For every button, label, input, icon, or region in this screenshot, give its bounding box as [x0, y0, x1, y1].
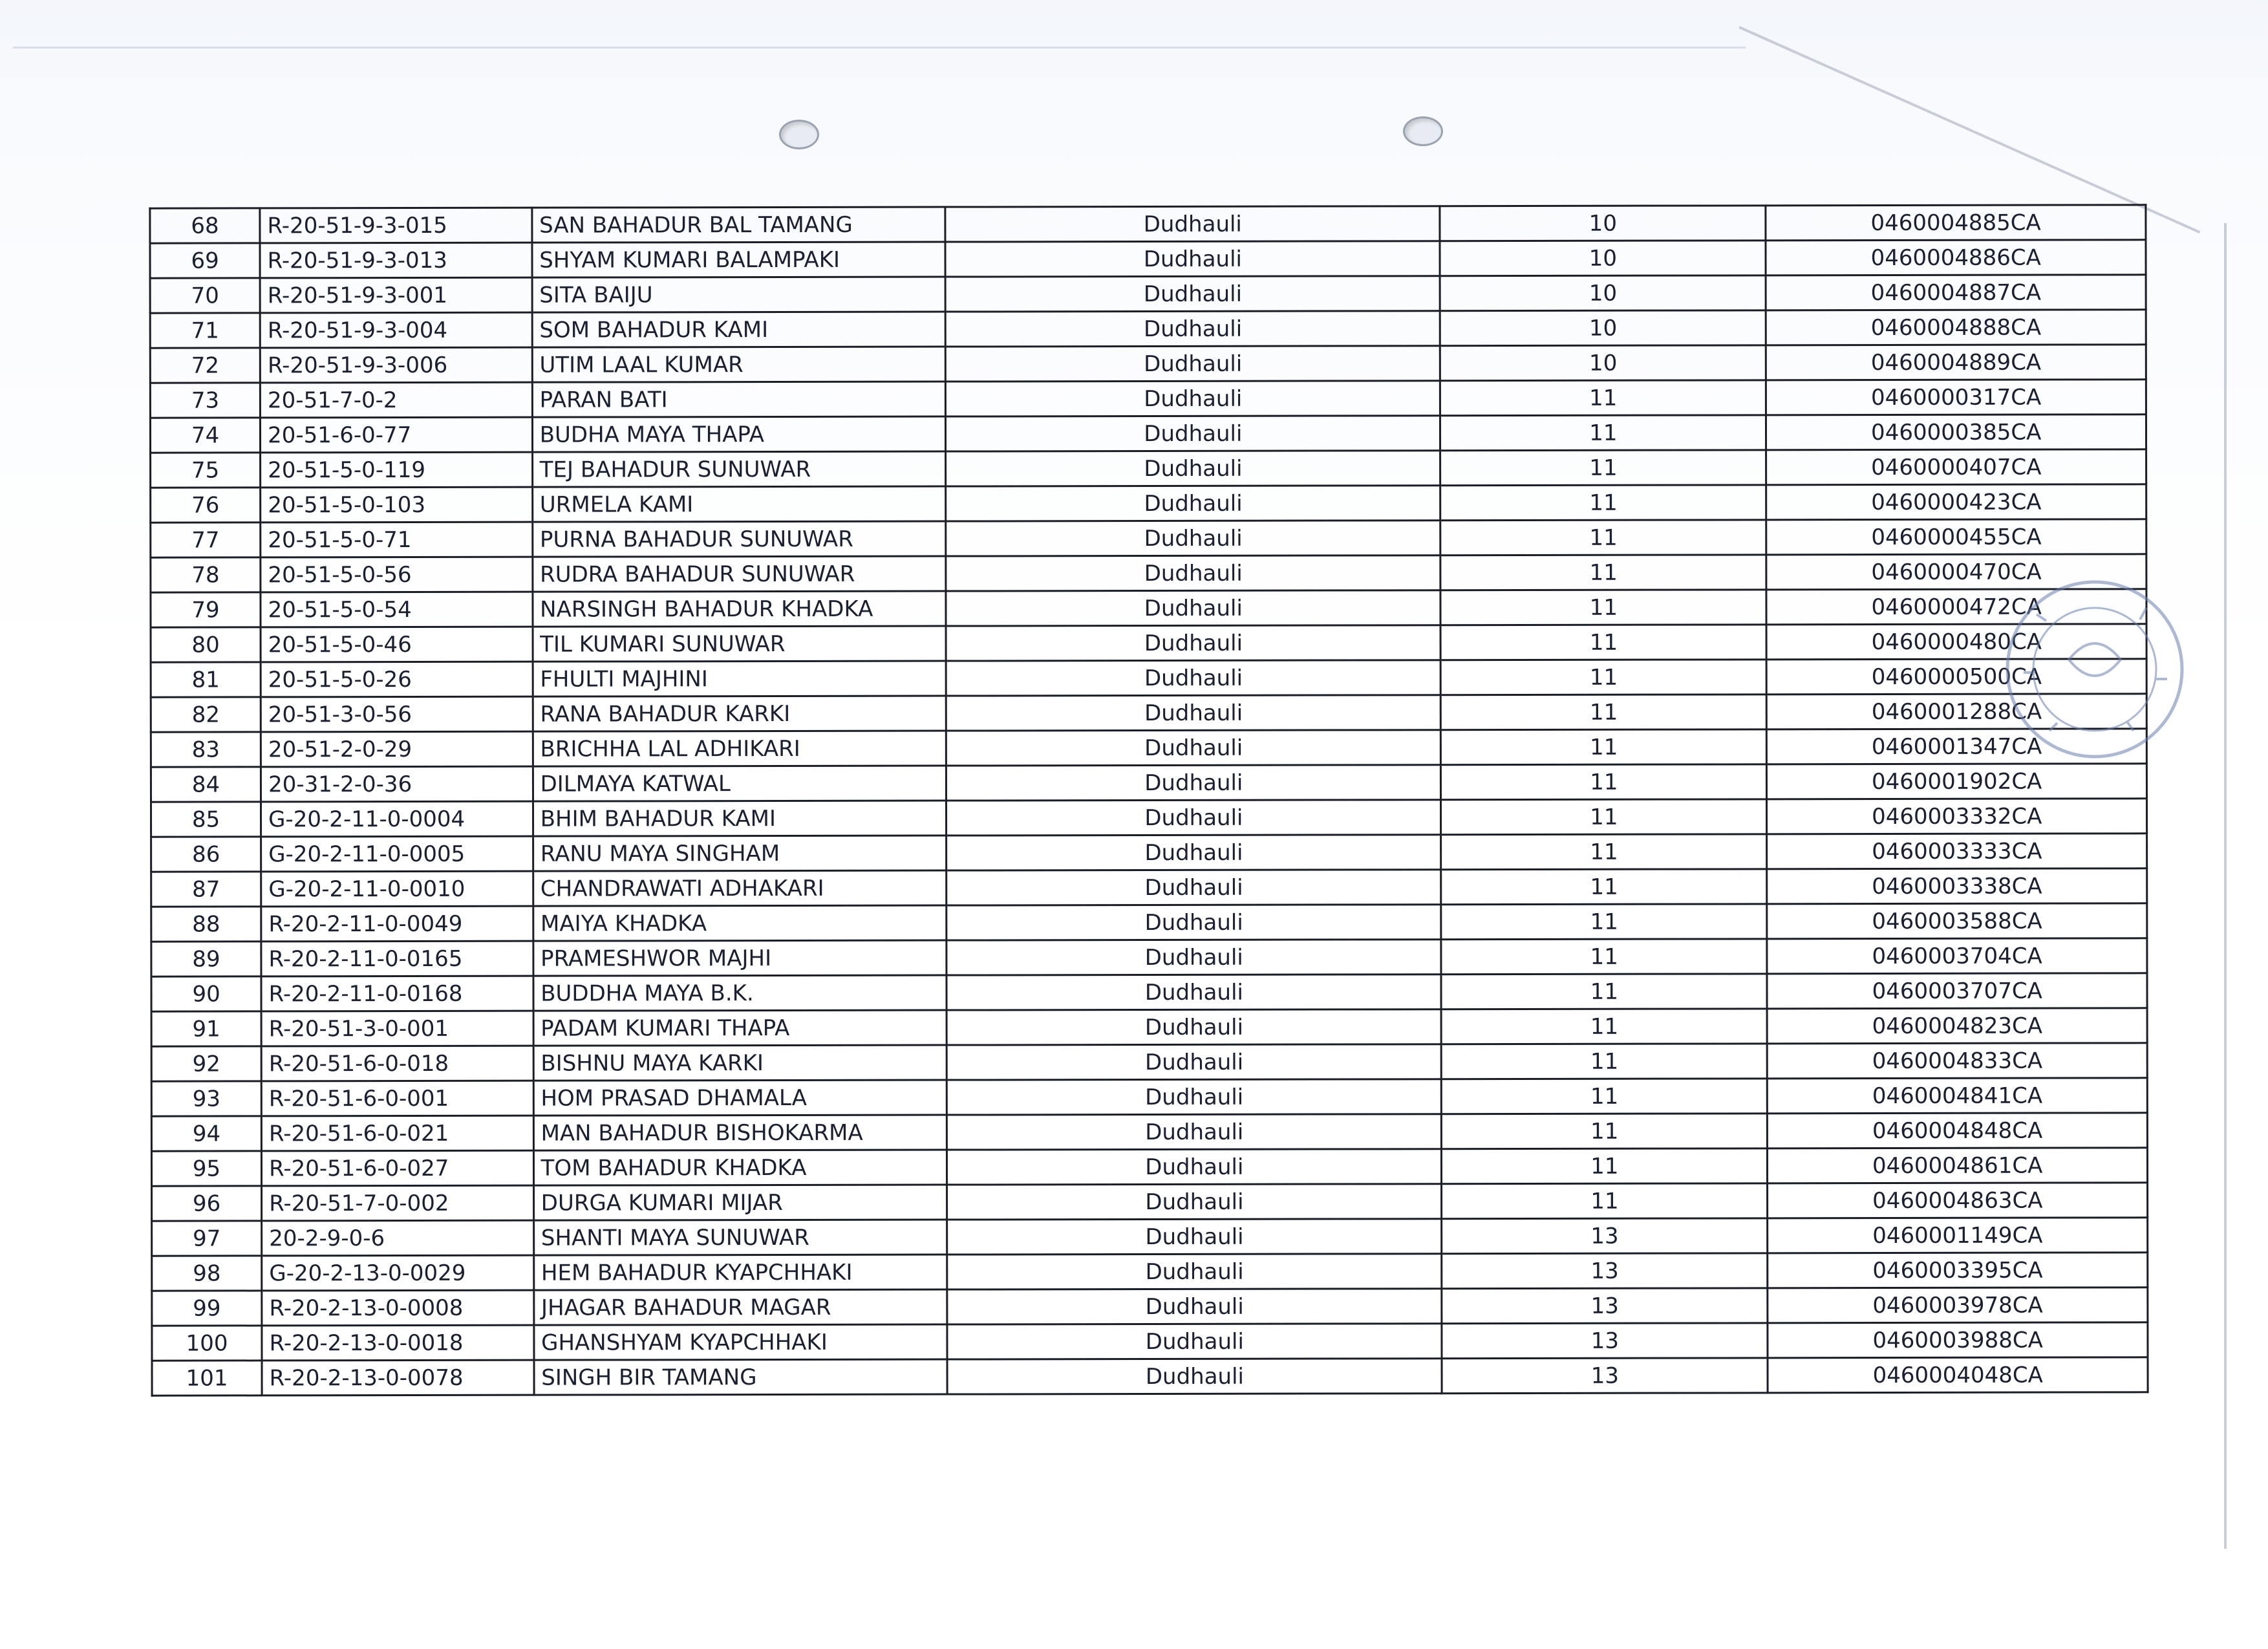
table-row: [151, 1113, 2147, 1151]
account-number-cell: 0460003707CA: [1767, 973, 2147, 1009]
municipality-cell: Dudhauli: [946, 311, 1440, 347]
municipality-cell: Dudhauli: [947, 940, 1441, 975]
table-row: [152, 1322, 2148, 1361]
account-number-cell: 0460004848CA: [1768, 1113, 2148, 1148]
registration-id-cell: R-20-2-11-0-0049: [261, 906, 533, 942]
serial-number-cell: 75: [151, 453, 261, 488]
registration-id-cell: R-20-51-7-0-002: [262, 1185, 534, 1221]
ward-number-cell: 11: [1441, 834, 1767, 870]
ward-number-cell: 13: [1442, 1288, 1768, 1324]
seal-inner-ring: [2033, 608, 2156, 731]
beneficiary-name-cell: SINGH BIR TAMANG: [534, 1359, 948, 1395]
municipality-cell: Dudhauli: [947, 1359, 1442, 1394]
beneficiary-name-cell: TOM BAHADUR KHADKA: [533, 1150, 947, 1185]
registration-id-cell: 20-51-5-0-26: [261, 662, 533, 697]
municipality-cell: Dudhauli: [947, 1114, 1442, 1150]
municipality-cell: Dudhauli: [947, 695, 1441, 731]
municipality-cell: Dudhauli: [946, 555, 1440, 591]
account-number-cell: 0460003588CA: [1767, 903, 2147, 939]
municipality-cell: Dudhauli: [945, 241, 1440, 277]
table-row: [151, 484, 2146, 523]
beneficiary-name-cell: RANA BAHADUR KARKI: [533, 696, 947, 731]
table-row: [151, 868, 2147, 907]
account-number-cell: 0460004861CA: [1768, 1148, 2148, 1183]
official-seal-stamp: [1998, 569, 2192, 770]
punch-hole-icon: [779, 120, 819, 149]
serial-number-cell: 73: [150, 383, 260, 418]
registration-id-cell: 20-51-5-0-54: [261, 592, 533, 627]
municipality-cell: Dudhauli: [946, 521, 1440, 556]
ward-number-cell: 11: [1441, 695, 1767, 730]
municipality-cell: Dudhauli: [947, 1149, 1442, 1185]
serial-number-cell: 85: [151, 802, 261, 837]
account-number-cell: 0460004863CA: [1768, 1183, 2148, 1218]
account-number-cell: 0460000317CA: [1766, 380, 2146, 415]
beneficiary-name-cell: RANU MAYA SINGHAM: [533, 835, 947, 871]
ward-number-cell: 11: [1442, 1079, 1768, 1114]
registration-id-cell: R-20-2-13-0-0078: [262, 1360, 534, 1396]
ward-number-cell: 11: [1441, 974, 1767, 1009]
ward-number-cell: 11: [1440, 625, 1766, 660]
serial-number-cell: 93: [151, 1081, 261, 1116]
table-row: [151, 799, 2147, 837]
ward-number-cell: 10: [1440, 241, 1766, 276]
registration-id-cell: R-20-51-9-3-001: [260, 277, 532, 313]
ward-number-cell: 11: [1440, 660, 1766, 695]
serial-number-cell: 79: [151, 592, 261, 627]
ward-number-cell: 11: [1440, 590, 1766, 625]
registration-id-cell: G-20-2-11-0-0010: [261, 871, 533, 907]
account-number-cell: 0460001288CA: [1767, 694, 2147, 729]
serial-number-cell: 76: [151, 488, 261, 523]
ward-number-cell: 10: [1440, 275, 1766, 311]
serial-number-cell: 86: [151, 837, 261, 872]
beneficiary-name-cell: UTIM LAAL KUMAR: [532, 347, 946, 382]
municipality-cell: Dudhauli: [947, 1079, 1442, 1115]
table-row: [151, 729, 2146, 767]
municipality-cell: Dudhauli: [946, 381, 1440, 416]
municipality-cell: Dudhauli: [947, 1219, 1442, 1255]
account-number-cell: 0460003704CA: [1767, 938, 2147, 974]
registration-id-cell: 20-51-3-0-56: [261, 696, 533, 732]
serial-number-cell: 100: [152, 1326, 262, 1361]
municipality-cell: Dudhauli: [947, 800, 1441, 835]
beneficiary-name-cell: SHANTI MAYA SUNUWAR: [533, 1220, 947, 1255]
serial-number-cell: 83: [151, 732, 261, 767]
ward-number-cell: 13: [1442, 1323, 1768, 1359]
beneficiary-table: [149, 204, 2148, 1396]
registration-id-cell: R-20-51-6-0-018: [261, 1046, 533, 1081]
account-number-cell: 0460003395CA: [1768, 1253, 2148, 1288]
account-number-cell: 0460001347CA: [1767, 729, 2147, 764]
beneficiary-name-cell: SHYAM KUMARI BALAMPAKI: [532, 242, 946, 277]
beneficiary-name-cell: BRICHHA LAL ADHIKARI: [533, 731, 947, 766]
registration-id-cell: R-20-51-6-0-021: [261, 1116, 533, 1151]
ward-number-cell: 11: [1442, 1183, 1768, 1219]
registration-id-cell: R-20-51-9-3-015: [260, 208, 532, 243]
municipality-cell: Dudhauli: [947, 870, 1441, 905]
serial-number-cell: 80: [151, 627, 261, 662]
table-row: [151, 903, 2147, 942]
serial-number-cell: 72: [150, 348, 260, 383]
registration-id-cell: G-20-2-11-0-0005: [261, 836, 533, 872]
serial-number-cell: 74: [150, 418, 260, 453]
account-number-cell: 0460000455CA: [1766, 519, 2146, 555]
registration-id-cell: 20-51-6-0-77: [261, 417, 533, 453]
table-row: [150, 380, 2146, 418]
ward-number-cell: 11: [1441, 904, 1767, 940]
ward-number-cell: 11: [1440, 380, 1766, 416]
municipality-cell: Dudhauli: [946, 486, 1440, 521]
serial-number-cell: 87: [151, 872, 261, 907]
serial-number-cell: 82: [151, 697, 261, 732]
beneficiary-name-cell: DILMAYA KATWAL: [533, 766, 947, 801]
account-number-cell: 0460000407CA: [1766, 449, 2146, 485]
account-number-cell: 0460004887CA: [1766, 275, 2146, 310]
registration-id-cell: 20-51-2-0-29: [261, 731, 533, 767]
beneficiary-name-cell: TIL KUMARI SUNUWAR: [533, 626, 947, 662]
table-row: [151, 659, 2146, 697]
account-number-cell: 0460000500CA: [1767, 659, 2147, 695]
ward-number-cell: 11: [1442, 1148, 1768, 1184]
serial-number-cell: 68: [150, 208, 260, 243]
ward-number-cell: 11: [1441, 1044, 1767, 1079]
ward-number-cell: 13: [1442, 1253, 1768, 1289]
serial-number-cell: 84: [151, 767, 261, 802]
account-number-cell: 0460004833CA: [1768, 1043, 2148, 1079]
registration-id-cell: R-20-2-13-0-0008: [262, 1290, 534, 1326]
beneficiary-name-cell: PADAM KUMARI THAPA: [533, 1010, 947, 1046]
account-number-cell: 0460003988CA: [1768, 1322, 2148, 1358]
registration-id-cell: 20-51-5-0-46: [261, 627, 533, 662]
registration-id-cell: R-20-2-11-0-0168: [261, 976, 533, 1011]
beneficiary-name-cell: PURNA BAHADUR SUNUWAR: [532, 521, 946, 557]
registration-id-cell: 20-51-5-0-103: [261, 487, 533, 523]
registration-id-cell: 20-51-5-0-71: [261, 522, 533, 557]
municipality-cell: Dudhauli: [945, 206, 1440, 242]
serial-number-cell: 99: [152, 1291, 262, 1326]
table-row: [150, 240, 2146, 278]
ward-number-cell: 11: [1441, 939, 1767, 975]
serial-number-cell: 78: [151, 557, 261, 592]
account-number-cell: 0460004823CA: [1767, 1008, 2147, 1044]
paper-folded-corner: [1738, 26, 2200, 233]
municipality-cell: Dudhauli: [947, 1289, 1442, 1324]
beneficiary-name-cell: HOM PRASAD DHAMALA: [533, 1080, 947, 1116]
punch-hole-icon: [1403, 116, 1443, 146]
beneficiary-name-cell: CHANDRAWATI ADHAKARI: [533, 870, 947, 906]
municipality-cell: Dudhauli: [947, 835, 1441, 870]
account-number-cell: 0460001149CA: [1768, 1218, 2148, 1253]
municipality-cell: Dudhauli: [947, 1044, 1442, 1080]
beneficiary-name-cell: FHULTI MAJHINI: [533, 661, 947, 696]
municipality-cell: Dudhauli: [947, 765, 1441, 801]
paper-fold-line: [13, 47, 1746, 48]
serial-number-cell: 92: [151, 1046, 261, 1081]
table-row: [151, 1078, 2147, 1116]
table-row: [151, 1008, 2147, 1046]
serial-number-cell: 94: [151, 1116, 261, 1151]
ward-number-cell: 10: [1440, 310, 1766, 346]
serial-number-cell: 89: [151, 942, 261, 976]
beneficiary-name-cell: TEJ BAHADUR SUNUWAR: [532, 451, 946, 487]
account-number-cell: 0460004888CA: [1766, 310, 2146, 345]
beneficiary-name-cell: SAN BAHADUR BAL TAMANG: [532, 207, 946, 242]
beneficiary-name-cell: DURGA KUMARI MIJAR: [533, 1185, 947, 1220]
municipality-cell: Dudhauli: [947, 1184, 1442, 1220]
beneficiary-name-cell: URMELA KAMI: [532, 486, 946, 522]
beneficiary-name-cell: MAN BAHADUR BISHOKARMA: [533, 1115, 947, 1150]
beneficiary-name-cell: NARSINGH BAHADUR KHADKA: [533, 591, 947, 627]
registration-id-cell: R-20-51-9-3-013: [260, 242, 532, 278]
serial-number-cell: 77: [151, 523, 261, 557]
account-number-cell: 0460000385CA: [1766, 415, 2146, 450]
table-row: [152, 1253, 2148, 1291]
registration-id-cell: R-20-2-11-0-0165: [261, 941, 533, 976]
beneficiary-name-cell: PRAMESHWOR MAJHI: [533, 940, 947, 976]
table-row: [152, 1357, 2148, 1396]
serial-number-cell: 69: [150, 243, 260, 278]
registration-id-cell: R-20-2-13-0-0018: [262, 1325, 534, 1361]
table-row: [151, 589, 2146, 627]
serial-number-cell: 97: [152, 1221, 262, 1256]
municipality-cell: Dudhauli: [947, 1009, 1441, 1045]
serial-number-cell: 101: [152, 1361, 262, 1396]
table-row: [151, 973, 2147, 1011]
municipality-cell: Dudhauli: [946, 625, 1440, 661]
beneficiary-name-cell: SOM BAHADUR KAMI: [532, 312, 946, 347]
municipality-cell: Dudhauli: [945, 276, 1440, 312]
municipality-cell: Dudhauli: [947, 1254, 1442, 1289]
municipality-cell: Dudhauli: [947, 730, 1441, 766]
beneficiary-name-cell: BUDHA MAYA THAPA: [532, 416, 946, 452]
table-row: [151, 1148, 2147, 1186]
table-row: [150, 275, 2146, 313]
ward-number-cell: 11: [1440, 520, 1766, 555]
registration-id-cell: R-20-51-3-0-001: [261, 1011, 533, 1046]
account-number-cell: 0460003332CA: [1767, 799, 2147, 834]
serial-number-cell: 98: [152, 1256, 262, 1291]
beneficiary-name-cell: BHIM BAHADUR KAMI: [533, 801, 947, 836]
beneficiary-name-cell: PARAN BATI: [532, 382, 946, 417]
account-number-cell: 0460004885CA: [1766, 205, 2146, 241]
account-number-cell: 0460004889CA: [1766, 345, 2146, 380]
table-row: [151, 624, 2146, 662]
serial-number-cell: 91: [151, 1011, 261, 1046]
beneficiary-name-cell: JHAGAR BAHADUR MAGAR: [533, 1289, 947, 1325]
account-number-cell: 0460001902CA: [1767, 764, 2147, 799]
municipality-cell: Dudhauli: [946, 451, 1440, 486]
ward-number-cell: 11: [1442, 1114, 1768, 1149]
municipality-cell: Dudhauli: [946, 590, 1440, 626]
ward-number-cell: 13: [1442, 1218, 1768, 1254]
account-number-cell: 0460003333CA: [1767, 834, 2147, 869]
table-row: [150, 345, 2146, 383]
table-row: [150, 310, 2146, 348]
registration-id-cell: R-20-51-6-0-027: [262, 1150, 534, 1186]
seal-emblem: [2069, 643, 2121, 676]
beneficiary-name-cell: BISHNU MAYA KARKI: [533, 1045, 947, 1081]
serial-number-cell: 70: [150, 278, 260, 313]
ward-number-cell: 11: [1441, 764, 1767, 800]
beneficiary-name-cell: HEM BAHADUR KYAPCHHAKI: [533, 1255, 947, 1290]
table-row: [151, 938, 2147, 976]
registration-id-cell: 20-31-2-0-36: [261, 766, 533, 802]
ward-number-cell: 11: [1441, 729, 1767, 765]
registration-id-cell: 20-2-9-0-6: [262, 1220, 534, 1256]
table-row: [151, 764, 2146, 802]
seal-marks: [2024, 608, 2167, 731]
table-row: [151, 1043, 2147, 1081]
ward-number-cell: 11: [1440, 485, 1766, 521]
serial-number-cell: 71: [150, 313, 260, 348]
registration-id-cell: R-20-51-9-3-006: [260, 347, 532, 383]
serial-number-cell: 95: [151, 1151, 261, 1186]
municipality-cell: Dudhauli: [946, 346, 1440, 382]
table-row: [151, 694, 2146, 732]
account-number-cell: 0460000470CA: [1766, 554, 2146, 590]
beneficiary-name-cell: MAIYA KHADKA: [533, 905, 947, 941]
ward-number-cell: 10: [1440, 206, 1766, 241]
table-row: [150, 415, 2146, 453]
table-body: [150, 205, 2148, 1396]
account-number-cell: 0460003978CA: [1768, 1288, 2148, 1323]
table-row: [152, 1288, 2148, 1326]
account-number-cell: 0460000472CA: [1766, 589, 2146, 625]
table-row: [152, 1183, 2148, 1221]
account-number-cell: 0460000423CA: [1766, 484, 2146, 520]
ward-number-cell: 13: [1442, 1358, 1768, 1394]
table-row: [151, 519, 2146, 557]
table-row: [151, 554, 2146, 592]
paper-right-edge: [2224, 223, 2227, 1549]
serial-number-cell: 88: [151, 907, 261, 942]
registration-id-cell: 20-51-7-0-2: [260, 382, 532, 418]
registration-id-cell: 20-51-5-0-119: [261, 452, 533, 488]
account-number-cell: 0460004048CA: [1768, 1357, 2148, 1393]
account-number-cell: 0460004841CA: [1768, 1078, 2148, 1114]
beneficiary-name-cell: BUDDHA MAYA B.K.: [533, 975, 947, 1011]
ward-number-cell: 11: [1441, 869, 1767, 905]
registration-id-cell: 20-51-5-0-56: [261, 557, 533, 592]
registration-id-cell: R-20-51-6-0-001: [261, 1081, 533, 1116]
account-number-cell: 0460000480CA: [1766, 624, 2146, 660]
ward-number-cell: 10: [1440, 345, 1766, 381]
beneficiary-name-cell: RUDRA BAHADUR SUNUWAR: [532, 556, 946, 592]
serial-number-cell: 81: [151, 662, 261, 697]
table-row: [151, 834, 2147, 872]
municipality-cell: Dudhauli: [947, 905, 1441, 940]
registration-id-cell: R-20-51-9-3-004: [260, 312, 532, 348]
beneficiary-name-cell: SITA BAIJU: [532, 277, 946, 312]
table-row: [151, 449, 2146, 488]
ward-number-cell: 11: [1440, 555, 1766, 590]
serial-number-cell: 96: [152, 1186, 262, 1221]
ward-number-cell: 11: [1441, 799, 1767, 835]
account-number-cell: 0460003338CA: [1767, 868, 2147, 904]
registration-id-cell: G-20-2-11-0-0004: [261, 801, 533, 837]
municipality-cell: Dudhauli: [947, 1324, 1442, 1359]
beneficiary-name-cell: GHANSHYAM KYAPCHHAKI: [534, 1324, 948, 1360]
table-row: [152, 1218, 2148, 1256]
account-number-cell: 0460004886CA: [1766, 240, 2146, 275]
serial-number-cell: 90: [151, 976, 261, 1011]
table-row: [150, 205, 2146, 243]
ward-number-cell: 11: [1441, 1009, 1767, 1044]
municipality-cell: Dudhauli: [946, 660, 1440, 696]
municipality-cell: Dudhauli: [946, 416, 1440, 451]
ward-number-cell: 11: [1440, 415, 1766, 451]
registration-id-cell: G-20-2-13-0-0029: [262, 1255, 534, 1291]
ward-number-cell: 11: [1440, 450, 1766, 486]
municipality-cell: Dudhauli: [947, 975, 1441, 1010]
